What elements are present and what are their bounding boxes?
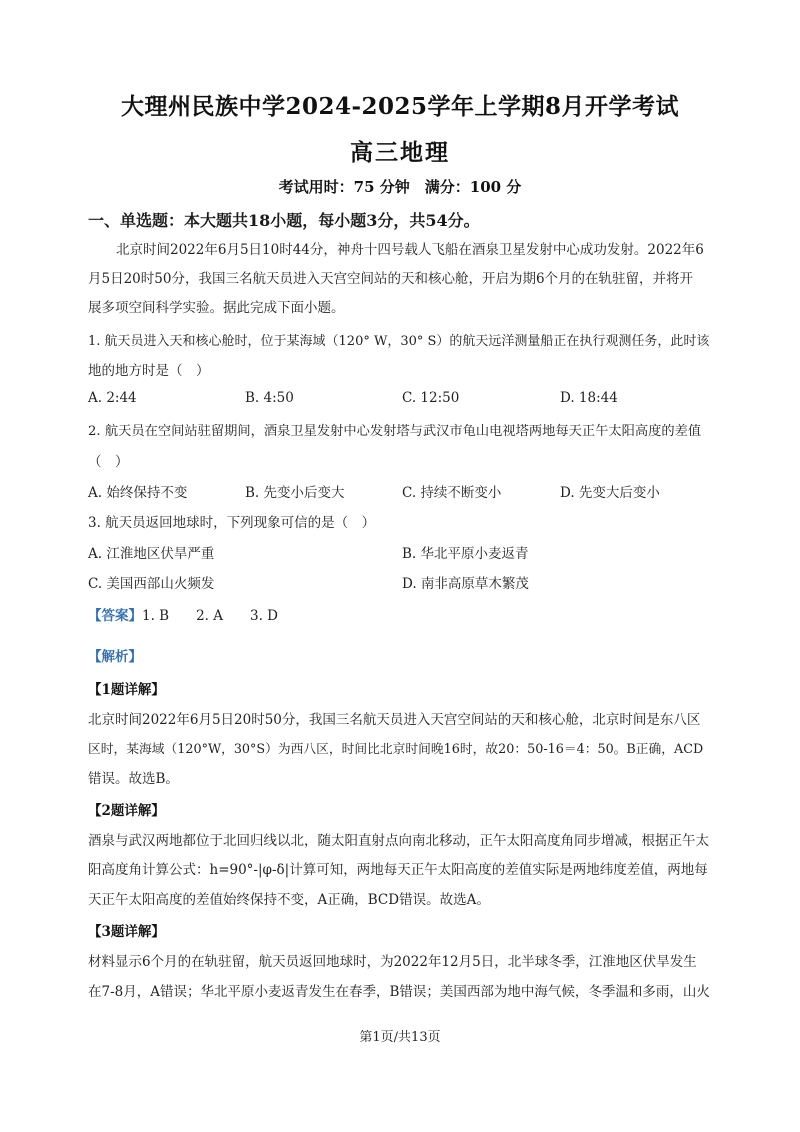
question-1-option-a: A. 2:44 xyxy=(88,390,137,406)
passage-line-1: 北京时间2022年6月5日10时44分，神舟十四号载人飞船在酒泉卫星发射中心成功发射。2022年6 xyxy=(116,242,704,258)
exam-title: 大理州民族中学2024-2025学年上学期8月开学考试 xyxy=(120,93,680,120)
question-1-option-d: D. 18:44 xyxy=(560,390,618,406)
passage-line-2: 月5日20时50分，我国三名航天员进入天宫空间站的天和核心舱，开启为期6个月的在轨驻留，并将开 xyxy=(88,271,694,287)
detail-2-line-3: 天正午太阳高度的差值始终保持不变，A正确，BCD错误。故选A。 xyxy=(88,892,490,908)
question-2-option-a: A. 始终保持不变 xyxy=(88,485,188,501)
question-3-option-b: B. 华北平原小麦返青 xyxy=(402,546,529,562)
question-1-option-c: C. 12:50 xyxy=(402,390,460,406)
detail-1-line-3: 错误。故选B。 xyxy=(88,771,179,787)
subject-title: 高三地理 xyxy=(350,139,450,166)
section-heading: 一、单选题：本大题共18小题，每小题3分，共54分。 xyxy=(88,211,480,230)
question-2-line-1: 2. 航天员在空间站驻留期间，酒泉卫星发射中心发射塔与武汉市龟山电视塔两地每天正午太阳高度的差值 xyxy=(88,424,702,439)
page-number: 第1页/共13页 xyxy=(359,1030,441,1045)
question-3-option-d: D. 南非高原草木繁茂 xyxy=(402,576,529,592)
detail-2-line-1: 酒泉与武汉两地都位于北回归线以北，随太阳直射点向南北移动，正午太阳高度角同步增减，根据正午太 xyxy=(88,833,709,849)
answer-text: 1. B 2. A 3. D xyxy=(142,608,279,624)
detail-3-line-2: 在7-8月，A错误；华北平原小麦返青发生在春季，B错误；美国西部为地中海气候，冬季温和多雨，山火 xyxy=(88,984,710,1000)
question-3-line-1: 3. 航天员返回地球时，下列现象可信的是（ ） xyxy=(88,515,376,531)
detail-2-heading: 【2题详解】 xyxy=(88,803,165,819)
passage-line-3: 展多项空间科学实验。据此完成下面小题。 xyxy=(88,300,345,316)
question-3-option-a: A. 江淮地区伏旱严重 xyxy=(88,546,215,562)
question-2-option-b: B. 先变小后变大 xyxy=(245,485,345,501)
question-1-line-2: 地的地方时是（ ） xyxy=(88,363,210,379)
detail-3-line-1: 材料显示6个月的在轨驻留，航天员返回地球时，为2022年12月5日，北半球冬季，江淮地区伏旱发生 xyxy=(88,954,697,970)
answer-row xyxy=(88,604,278,624)
question-1-line-1: 1. 航天员进入天和核心舱时，位于某海域（120° W，30° S）的航天远洋测量船正在执行观测任务，此时该 xyxy=(88,334,710,349)
detail-1-line-1: 北京时间2022年6月5日20时50分，我国三名航天员进入天宫空间站的天和核心舱，北京时间是东八区 xyxy=(88,712,701,728)
detail-3-heading: 【3题详解】 xyxy=(88,924,165,940)
question-1-option-b: B. 4:50 xyxy=(245,390,294,406)
question-2-option-d: D. 先变大后变小 xyxy=(560,485,660,501)
exam-info: 考试用时：75 分钟 满分：100 分 xyxy=(278,178,522,196)
detail-2-line-2: 阳高度角计算公式：h=90°-|φ-δ|计算可知，两地每天正午太阳高度的差值实际是两地纬度差值，两地每 xyxy=(88,862,708,878)
question-2-option-c: C. 持续不断变小 xyxy=(402,485,502,501)
detail-1-heading: 【1题详解】 xyxy=(88,682,165,698)
question-3-option-c: C. 美国西部山火频发 xyxy=(88,576,215,592)
analysis-label: 【解析】 xyxy=(88,649,142,665)
detail-1-line-2: 区时，某海域（120°W，30°S）为西八区，时间比北京时间晚16时，故20：50-16＝4：50。B正确，ACD xyxy=(88,742,704,757)
question-2-line-2: （ ） xyxy=(88,454,129,470)
answer-label: 【答案】 xyxy=(88,608,142,624)
